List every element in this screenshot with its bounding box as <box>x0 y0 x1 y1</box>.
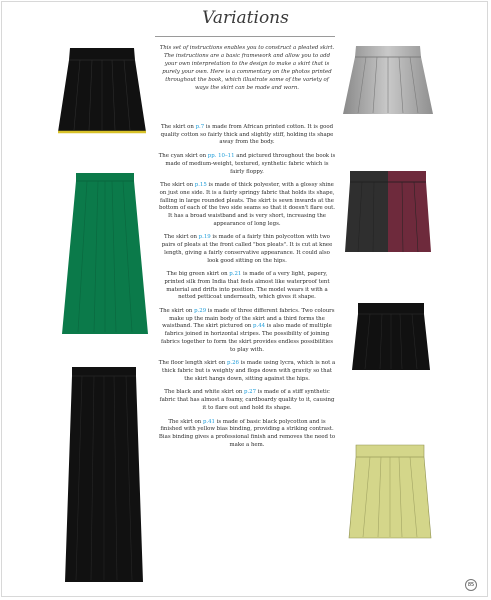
two-tone-skirt-illustration <box>344 170 432 254</box>
paragraph-2: The cyan skirt on pp. 10–11 and pictured throughout the book is made of medium-weight, textured, synthetic fabric which is fairly floppy. <box>158 153 336 175</box>
intro-text: This set of instructions enables you to construct a pleated skirt. The instructions are a basic framework and allow you to add your own interpretation to the design to make a skirt that is purely your own. Here is a commentary on the photos printed throughout the book, which illustrate some of the variety of ways the skirt can be made and worn. <box>159 45 335 92</box>
page-ref-link[interactable]: p.15 <box>194 182 207 189</box>
paragraph-5: The big green skirt on p.21 is made of a very light, papery, printed silk from India that feels almost like waterproof tent material and drifts into position. The model wears it with a netted petticoat underneath, which gives it shape. <box>164 271 330 301</box>
paragraph-3: The skirt on p.15 is made of thick polyester, with a glossy shine on just one side. It is a fairly springy fabric that holds its shape, falling in large rounded pleats. The skirt is sewn inwards at the bottom of each of the two side seams so that it doesn't flare out. It has a broad waistband and is very short, increasing the appearance of long legs. <box>159 182 335 227</box>
page-ref-link[interactable]: p.44 <box>253 323 266 330</box>
paragraph-7: The floor length skirt on p.26 is made using lycra, which is not a thick fabric but is weighty and flops down with gravity so that the skirt hangs down, sitting against the hips. <box>158 360 336 382</box>
paragraph-8: The black and white skirt on p.27 is made of a stiff synthetic fabric that has almost a foamy, cardboardy quality to it, causing it to flare out and hold its shape. <box>159 389 335 411</box>
paragraph-9: The skirt on p.41 is made of basic black polycotton and is finished with yellow bias binding, providing a striking contrast. Bias binding gives a professional finish and removes the need to make a hem. <box>158 418 336 448</box>
black-skirt-yellow-binding-illustration <box>56 46 148 138</box>
lime-skirt-illustration <box>348 444 432 540</box>
page-ref-link[interactable]: p.21 <box>229 271 242 278</box>
page-ref-link[interactable]: p.19 <box>198 234 211 241</box>
silver-skirt-illustration <box>342 44 434 118</box>
page-ref-link[interactable]: p.7 <box>195 124 205 130</box>
paragraph-1: The skirt on p.7 is made from African printed cotton. It is good quality cotton so fairly thick and slightly stiff, holding its shape away from the body. <box>160 124 334 146</box>
body-text <box>158 124 336 455</box>
paragraph-6: The skirt on p.29 is made of three different fabrics. Two colours make up the main body of the skirt and a third forms the waistband. The skirt pictured on p.44 is also made of multiple fabrics joined in horizontal stripes. The possibility of joining fabrics together to form the skirt provides endless possibilities to play with. <box>159 308 335 353</box>
page-title: Variations <box>202 8 289 28</box>
page-ref-link[interactable]: p.27 <box>244 389 257 396</box>
black-floor-length-skirt-illustration <box>64 366 144 584</box>
page-ref-link[interactable]: p.29 <box>194 308 207 315</box>
short-black-skirt-illustration <box>350 302 432 372</box>
page-ref-link[interactable]: pp. 10–11 <box>207 153 235 160</box>
page-ref-link[interactable]: p.41 <box>202 418 215 425</box>
page-ref-link[interactable]: p.26 <box>226 360 239 367</box>
page-number: 85 <box>465 579 477 591</box>
title-rule <box>155 36 335 37</box>
green-skirt-illustration <box>60 172 150 338</box>
paragraph-4: The skirt on p.19 is made of a fairly thin polycotton with two pairs of pleats at the front called "box pleats". It is cut at knee length, giving a fairly conservative appearance. It could also look good sitting on the hips. <box>161 234 333 264</box>
